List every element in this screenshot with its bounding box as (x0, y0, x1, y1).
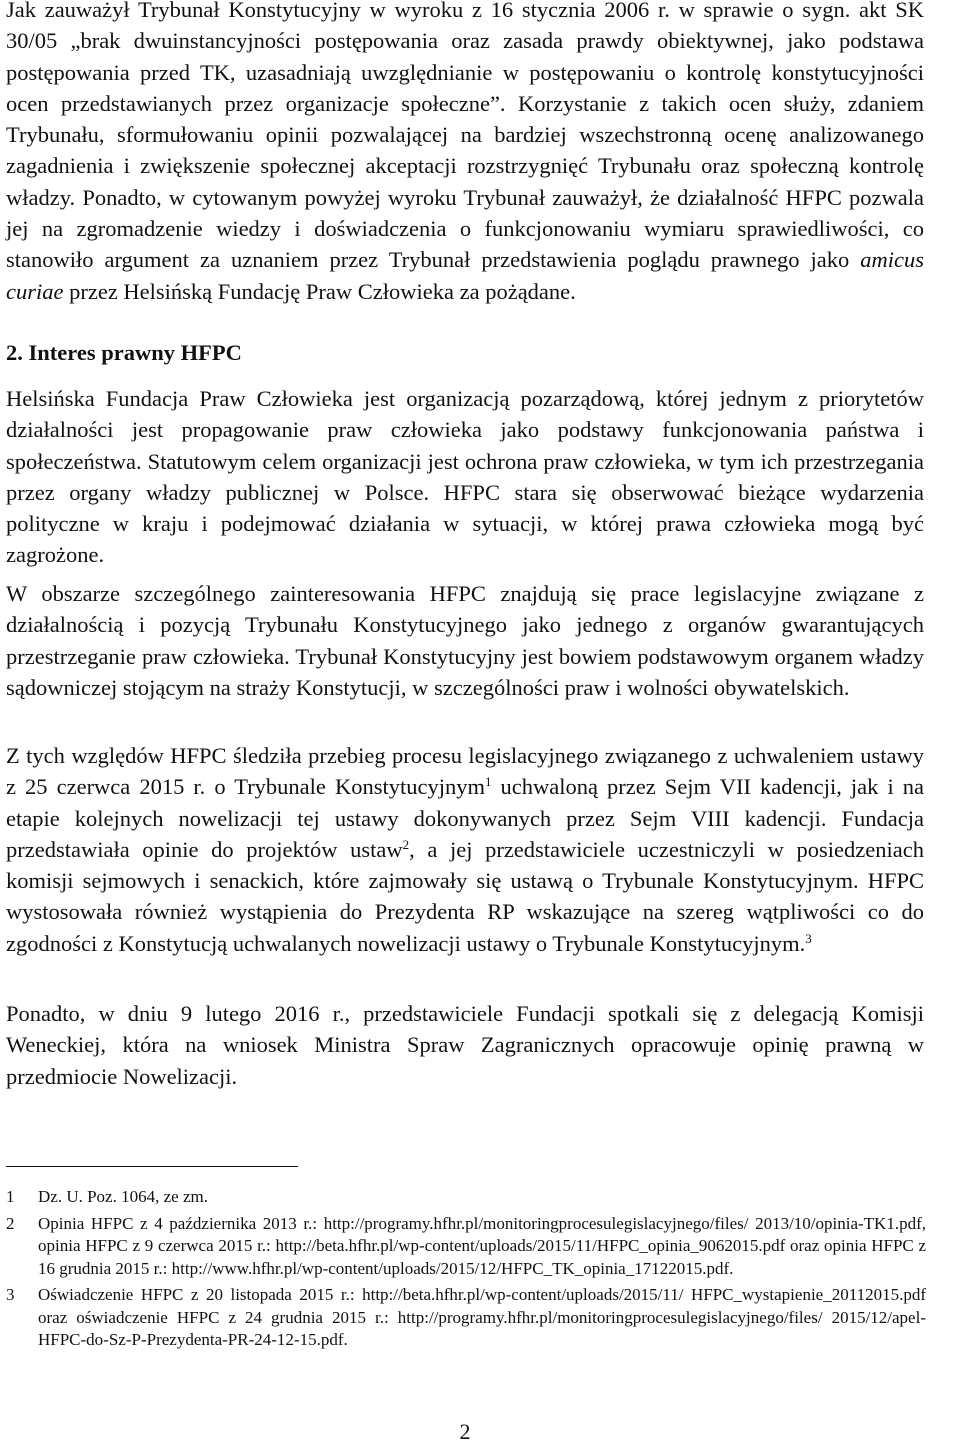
footnote-item (6, 1186, 926, 1209)
footnote-ref-1[interactable]: 1 (484, 774, 492, 790)
footnote-item (6, 1284, 926, 1352)
footnote-text: Dz. U. Poz. 1064, ze zm. (38, 1187, 208, 1206)
paragraph-tribunal-ruling (6, 0, 924, 307)
footnote-text: Oświadczenie HFPC z 20 listopada 2015 r.: http://beta.hfhr.pl/wp-content/uploads/2015/11/ HFPC_wystapienie_20112015.pdf oraz oświadczenie HFPC z 24 grudnia 2015 r.: http://programy.hfhr.pl/monitoringprocesulegislacyjnego/files/ 2015/12/apel-HFPC-do-Sz-P-Prezydenta-PR-24-12-15.pdf. (38, 1285, 926, 1349)
paragraph-text: przez Helsińską Fundację Praw Człowieka za pożądane. (69, 278, 576, 304)
footnote-number: 1 (6, 1187, 15, 1206)
paragraph-text: Jak zauważył Trybunał Konstytucyjny w wyroku z 16 stycznia 2006 r. w sprawie o sygn. akt SK 30/05 „brak dwuinstancyjności postępowania oraz zasada prawdy obiektywnej, jako podstawa postępowania przed TK, uzasadniają uwzględnianie w postępowaniu o kontrolę konstytucyjności ocen przedstawianych przez organizacje społeczne”. Korzystanie z takich ocen służy, zdaniem Trybunału, sformułowaniu opinii pozwalającej na bardziej wszechstronną ocenę analizowanego zagadnienia i zwiększenie społecznej akceptacji rozstrzygnięć Trybunału oraz społeczną kontrolę władzy. Ponadto, w cytowanym powyżej wyroku Trybunał zauważył, że działalność HFPC pozwala jej na zgromadzenie wiedzy i doświadczenia o funkcjonowaniu wymiaru sprawiedliwości, co stanowiło argument za uznaniem przez Trybunał przedstawienia poglądu prawnego jako (6, 0, 924, 273)
footnote-separator (6, 1166, 298, 1167)
footnote-text: Opinia HFPC z 4 października 2013 r.: http://programy.hfhr.pl/monitoringprocesulegislacyjnego/files/ 2013/10/opinia-TK1.pdf, opinia HFPC z 9 czerwca 2015 r.: http://beta.hfhr.pl/wp-content/uploads/2015/11/HFPC_opinia_9062015.pdf oraz opinia HFPC z 16 grudnia 2015 r.: http://www.hfhr.pl/wp-content/uploads/2015/12/HFPC_TK_opinia_17122015.pdf. (38, 1213, 926, 1278)
footnote-item (6, 1213, 926, 1281)
footnote-number: 2 (6, 1213, 15, 1233)
paragraph-venice-commission: Ponadto, w dniu 9 lutego 2016 r., przedstawiciele Fundacji spotkali się z delegacją Komisji Weneckiej, która na wniosek Ministra Spraw Zagranicznych opracowuje opinię prawną w przedmiocie Nowelizacji. (6, 1001, 924, 1089)
paragraph-text: Z tych względów HFPC śledziła przebieg procesu legislacyjnego związanego z uchwaleniem ustawy z 25 czerwca 2015 r. o Trybunale Konstytucyjnym (6, 743, 924, 800)
footnotes-list (6, 1186, 926, 1356)
page-number: 2 (459, 1419, 471, 1444)
section-heading: 2. Interes prawny HFPC (6, 340, 242, 365)
paragraph-text: , a jej przedstawiciele uczestniczyli w posiedzeniach komisji sejmowych i senackich, które zajmowały się ustawą o Trybunale Konstytucyjnym. HFPC wystosowała również wystąpienia do Prezydenta RP wskazujące na szereg wątpliwości co do zgodności z Konstytucją uchwalanych nowelizacji ustawy o Trybunale Konstytucyjnym. (6, 836, 924, 956)
paragraph-area-of-interest: W obszarze szczególnego zainteresowania HFPC znajdują się prace legislacyjne związane z działalnością i pozycją Trybunału Konstytucyjnego jako jednego z organów gwarantujących przestrzeganie praw człowieka. Trybunał Konstytucyjny jest bowiem podstawowym organem władzy sądowniczej stojącym na straży Konstytucji, w szczególności praw i wolności obywatelskich. (6, 581, 924, 700)
paragraph-legal-interest: Helsińska Fundacja Praw Człowieka jest organizacją pozarządową, której jednym z priorytetów działalności jest propagowanie praw człowieka jako podstawy funkcjonowania państwa i społeczeństwa. Statutowym celem organizacji jest ochrona praw człowieka, w tym ich przestrzegania przez organy władzy publicznej w Polsce. HFPC stara się obserwować bieżące wydarzenia polityczne w kraju i podejmować działania w sytuacji, w której prawa człowieka mogą być zagrożone. (6, 386, 924, 568)
footnote-ref-3[interactable]: 3 (805, 930, 812, 946)
paragraph-legislative-process (6, 740, 924, 959)
latin-phrase: amicus curiae (6, 247, 924, 304)
footnote-number: 3 (6, 1285, 15, 1304)
footnote-ref-2[interactable]: 2 (402, 837, 410, 853)
paragraph-text: uchwaloną przez Sejm VII kadencji, jak i na etapie kolejnych nowelizacji tej ustawy dokonywanych przez Sejm VIII kadencji. Fundacja przedstawiała opinie do projektów ustaw (6, 774, 924, 862)
